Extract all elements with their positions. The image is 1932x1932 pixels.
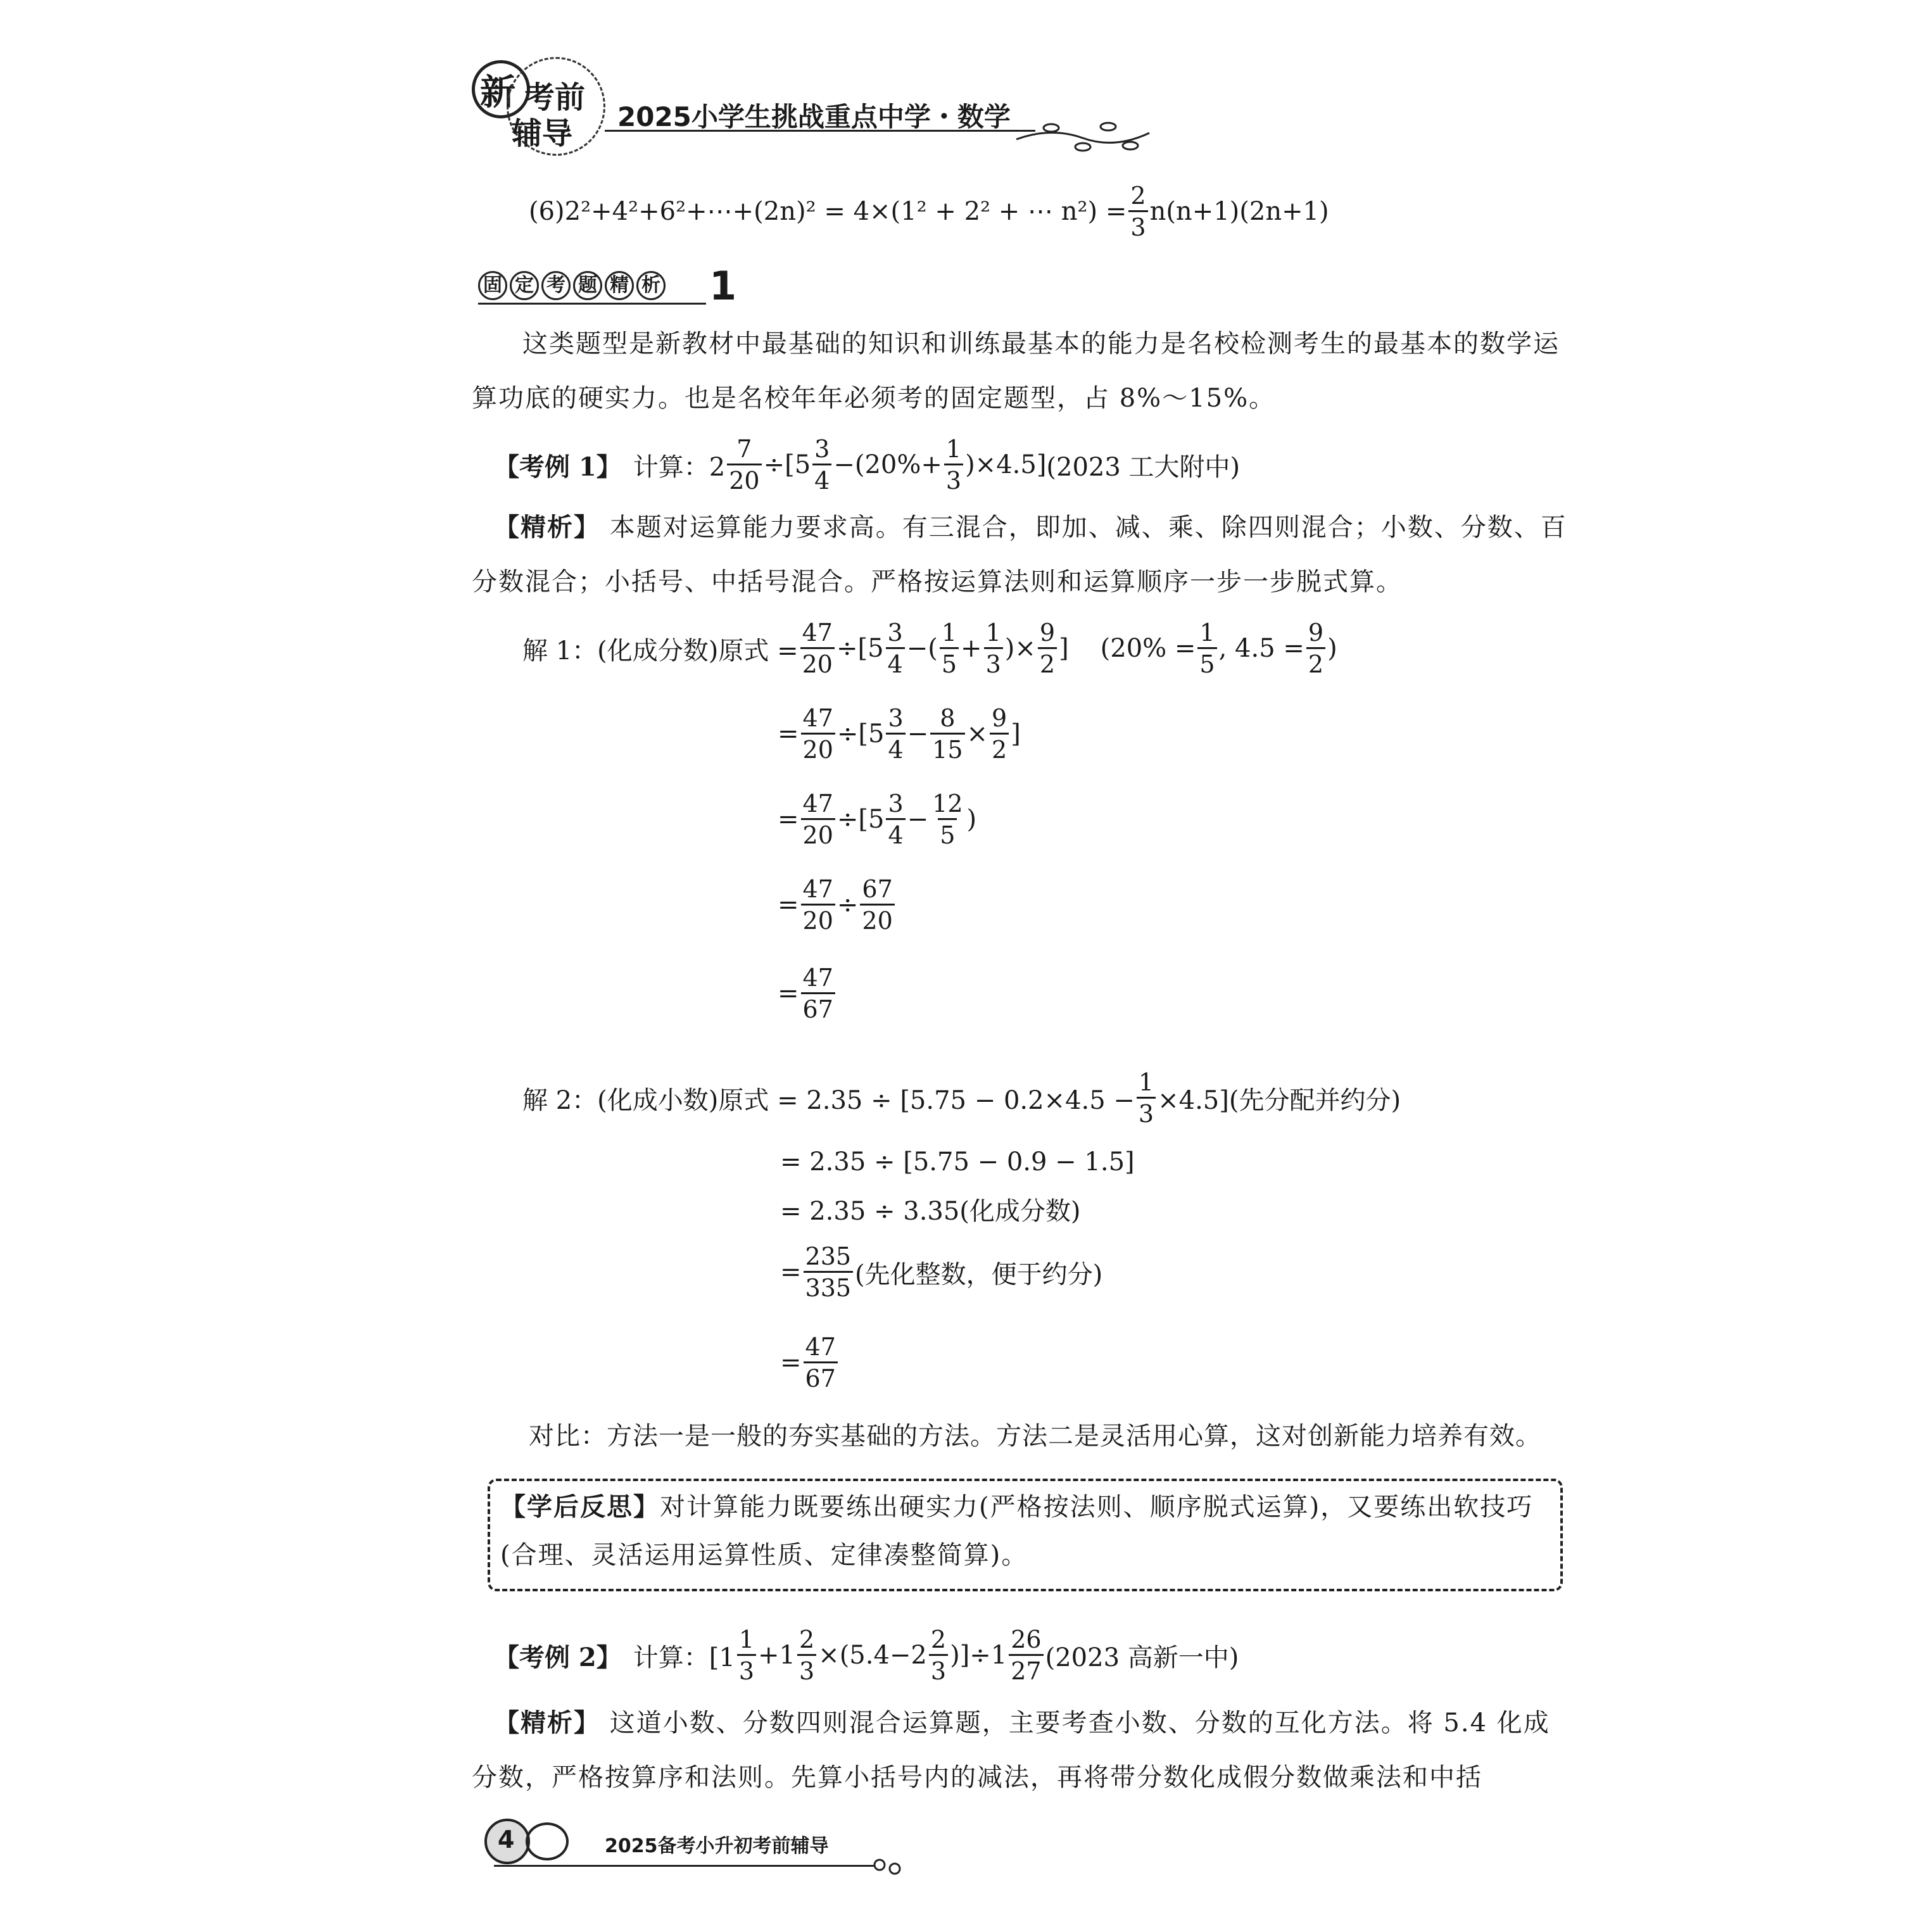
- fraction: $\frac{47}{20}$: [801, 706, 835, 762]
- fraction: $\frac{47}{67}$: [804, 1335, 838, 1391]
- example-1-label: 【考例 1】: [494, 451, 622, 482]
- example-2-calc: 计算：[1: [633, 1643, 735, 1672]
- expr: −(: [906, 634, 938, 663]
- solution-2-step-5: [780, 1335, 840, 1391]
- expr: =: [780, 1348, 802, 1377]
- solution-2-step-2: = 2.35 ÷ [5.75 − 0.9 − 1.5]: [780, 1147, 1135, 1177]
- fraction: $\frac{67}{20}$: [860, 877, 894, 933]
- formula-6-tail: n(n+1)(2n+1): [1149, 197, 1329, 226]
- section-underline: [478, 303, 706, 305]
- expr: ÷: [837, 890, 859, 919]
- solution-1-note: (20% =: [1100, 634, 1196, 663]
- expr: ÷[5: [837, 805, 885, 834]
- solution-2-line-1: [522, 1070, 1401, 1126]
- reflection-label: 【学后反思】: [500, 1492, 660, 1522]
- example-1-line: [494, 437, 1240, 493]
- formula-6-prefix: (6)2: [529, 197, 581, 226]
- example-1-calc: 计算：2: [633, 452, 726, 482]
- fraction: $\frac{3}{4}$: [886, 792, 905, 847]
- fraction: $\frac{9}{2}$: [1038, 621, 1057, 676]
- formula-6: [529, 184, 1329, 239]
- vine-ornament: [1013, 114, 1152, 158]
- expr: ]: [1011, 719, 1021, 748]
- solution-2-step-3: = 2.35 ÷ 3.35(化成分数): [780, 1197, 1081, 1226]
- expr: −: [907, 719, 929, 748]
- footer-page-number: 4: [498, 1826, 515, 1853]
- intro-paragraph: 这类题型是新教材中最基础的知识和训练最基本的能力是名校检测考生的最基本的数学运算功底的硬实力。也是名校年年必须考的固定题型，占 8%～15%。: [472, 329, 1560, 413]
- solution-2-tail1: ×4.5](先分配并约分): [1158, 1085, 1401, 1115]
- example-2-line: [494, 1627, 1239, 1683]
- reflection-text: [500, 1483, 1551, 1579]
- solution-1-step-3: [778, 792, 976, 847]
- fraction: $\frac{2}{3}$: [929, 1627, 948, 1683]
- expr: )×4.5]: [965, 450, 1047, 479]
- expr: )]÷1: [950, 1641, 1007, 1670]
- footer-rule: [494, 1865, 874, 1867]
- expr: ÷[5: [763, 450, 811, 479]
- fraction: $\frac{47}{67}$: [801, 966, 835, 1021]
- formula-6-rest: = 4×(1² + 2² + ⋯ n²) =: [824, 197, 1127, 226]
- fraction: $\frac{47}{20}$: [800, 621, 835, 676]
- expr: ×: [966, 719, 988, 748]
- example-2-source: (2023 高新一中): [1045, 1643, 1239, 1672]
- section-label: [478, 271, 668, 300]
- fraction: $\frac{9}{2}$: [1306, 621, 1325, 676]
- fraction: $\frac{1}{5}$: [940, 621, 959, 676]
- fraction: $\frac{2}{3}$: [797, 1627, 816, 1683]
- solution-2-step4-tail: (先化整数，便于约分): [855, 1260, 1103, 1289]
- analysis-1-label: 【精析】: [494, 512, 600, 542]
- header-badge-line1: 考前: [524, 80, 586, 115]
- fraction: $\frac{1}{3}$: [984, 621, 1003, 676]
- expr: ]: [1059, 634, 1069, 663]
- fraction: $\frac{47}{20}$: [801, 877, 835, 933]
- expr: ×(5.4−2: [818, 1641, 927, 1670]
- analysis-2-label: 【精析】: [494, 1708, 600, 1738]
- header-badge-line2: 辅导: [512, 116, 573, 151]
- fraction: $\frac{3}{4}$: [886, 621, 905, 676]
- fraction: $\frac{7}{20}$: [727, 437, 761, 493]
- footer-title: 2025备考小升初考前辅导: [605, 1835, 829, 1857]
- expr: −: [907, 805, 929, 834]
- section-char: 析: [636, 271, 666, 300]
- expr: =: [780, 1258, 802, 1287]
- fraction: $\frac{26}{27}$: [1009, 1627, 1043, 1683]
- solution-2-label: 解 2：(化成小数)原式 = 2.35 ÷ [5.75 − 0.2×4.5 −: [522, 1085, 1135, 1115]
- expr: =: [778, 719, 799, 748]
- section-char: 固: [478, 271, 507, 300]
- expr: )×: [1004, 634, 1036, 663]
- fraction: $\frac{1}{5}$: [1197, 621, 1216, 676]
- compare-text: 对比：方法一是一般的夯实基础的方法。方法二是灵活用心算，这对创新能力培养有效。: [529, 1422, 1541, 1451]
- formula-6-sum: ²+4²+6²+⋯+(2n)²: [581, 197, 824, 226]
- section-char: 考: [541, 271, 571, 300]
- expr: =: [778, 805, 799, 834]
- header-title: 2025小学生挑战重点中学・数学: [617, 101, 1011, 132]
- solution-1-note2: , 4.5 =: [1218, 634, 1304, 663]
- solution-1-label: 解 1：(化成分数)原式 =: [522, 636, 799, 666]
- fraction: $\frac{3}{4}$: [812, 437, 831, 493]
- expr: ): [1327, 634, 1337, 663]
- fraction: $\frac{1}{3}$: [1137, 1070, 1156, 1126]
- analysis-1-text: 本题对运算能力要求高。有三混合，即加、减、乘、除四则混合；小数、分数、百分数混合；小括号、中括号混合。严格按运算法则和运算顺序一步一步脱式算。: [472, 513, 1567, 597]
- section-char: 定: [510, 271, 539, 300]
- example-1-source: (2023 工大附中): [1046, 452, 1241, 482]
- reflection-body: 对计算能力既要练出硬实力(严格按法则、顺序脱式运算)，又要练出软技巧(合理、灵活运用运算性质、定律凑整简算)。: [500, 1493, 1534, 1570]
- section-char: 题: [573, 271, 602, 300]
- formula-6-fraction: $\frac{2}{3}$: [1128, 184, 1147, 239]
- expr: +: [961, 634, 982, 663]
- footer-decor-circle: [526, 1822, 569, 1860]
- solution-1-step-5: [778, 966, 837, 1021]
- expr: ÷[5: [836, 634, 884, 663]
- analysis-2: [472, 1696, 1574, 1805]
- fraction: $\frac{235}{335}$: [804, 1244, 854, 1300]
- example-2-label: 【考例 2】: [494, 1642, 622, 1672]
- analysis-1: [472, 500, 1574, 609]
- expr: ): [966, 805, 977, 834]
- expr: ÷[5: [837, 719, 885, 748]
- solution-1-line-1: [522, 621, 1337, 676]
- fraction: $\frac{12}{5}$: [932, 790, 963, 849]
- section-number: 1: [709, 263, 737, 309]
- expr: =: [778, 979, 799, 1008]
- fraction: $\frac{1}{3}$: [944, 437, 963, 493]
- expr: =: [778, 890, 799, 919]
- fraction: $\frac{1}{3}$: [737, 1627, 756, 1683]
- fraction: $\frac{3}{4}$: [886, 706, 905, 762]
- fraction: $\frac{47}{20}$: [801, 792, 835, 847]
- expr: −(20%+: [833, 450, 942, 479]
- fraction: $\frac{9}{2}$: [990, 706, 1009, 762]
- analysis-2-text: 这道小数、分数四则混合运算题，主要考查小数、分数的互化方法。将 5.4 化成分数，严格按算序和法则。先算小括号内的减法，再将带分数化成假分数做乘法和中括: [472, 1708, 1550, 1792]
- expr: +1: [758, 1641, 795, 1670]
- solution-1-step-4: [778, 877, 897, 933]
- section-char: 精: [605, 271, 634, 300]
- solution-1-step-2: [778, 706, 1021, 762]
- solution-2-step-4: [780, 1244, 1102, 1300]
- header-badge-xin: 新: [480, 72, 515, 113]
- fraction: $\frac{8}{15}$: [930, 706, 964, 762]
- header-rule: [605, 130, 1035, 132]
- footer-ornament: [871, 1852, 909, 1878]
